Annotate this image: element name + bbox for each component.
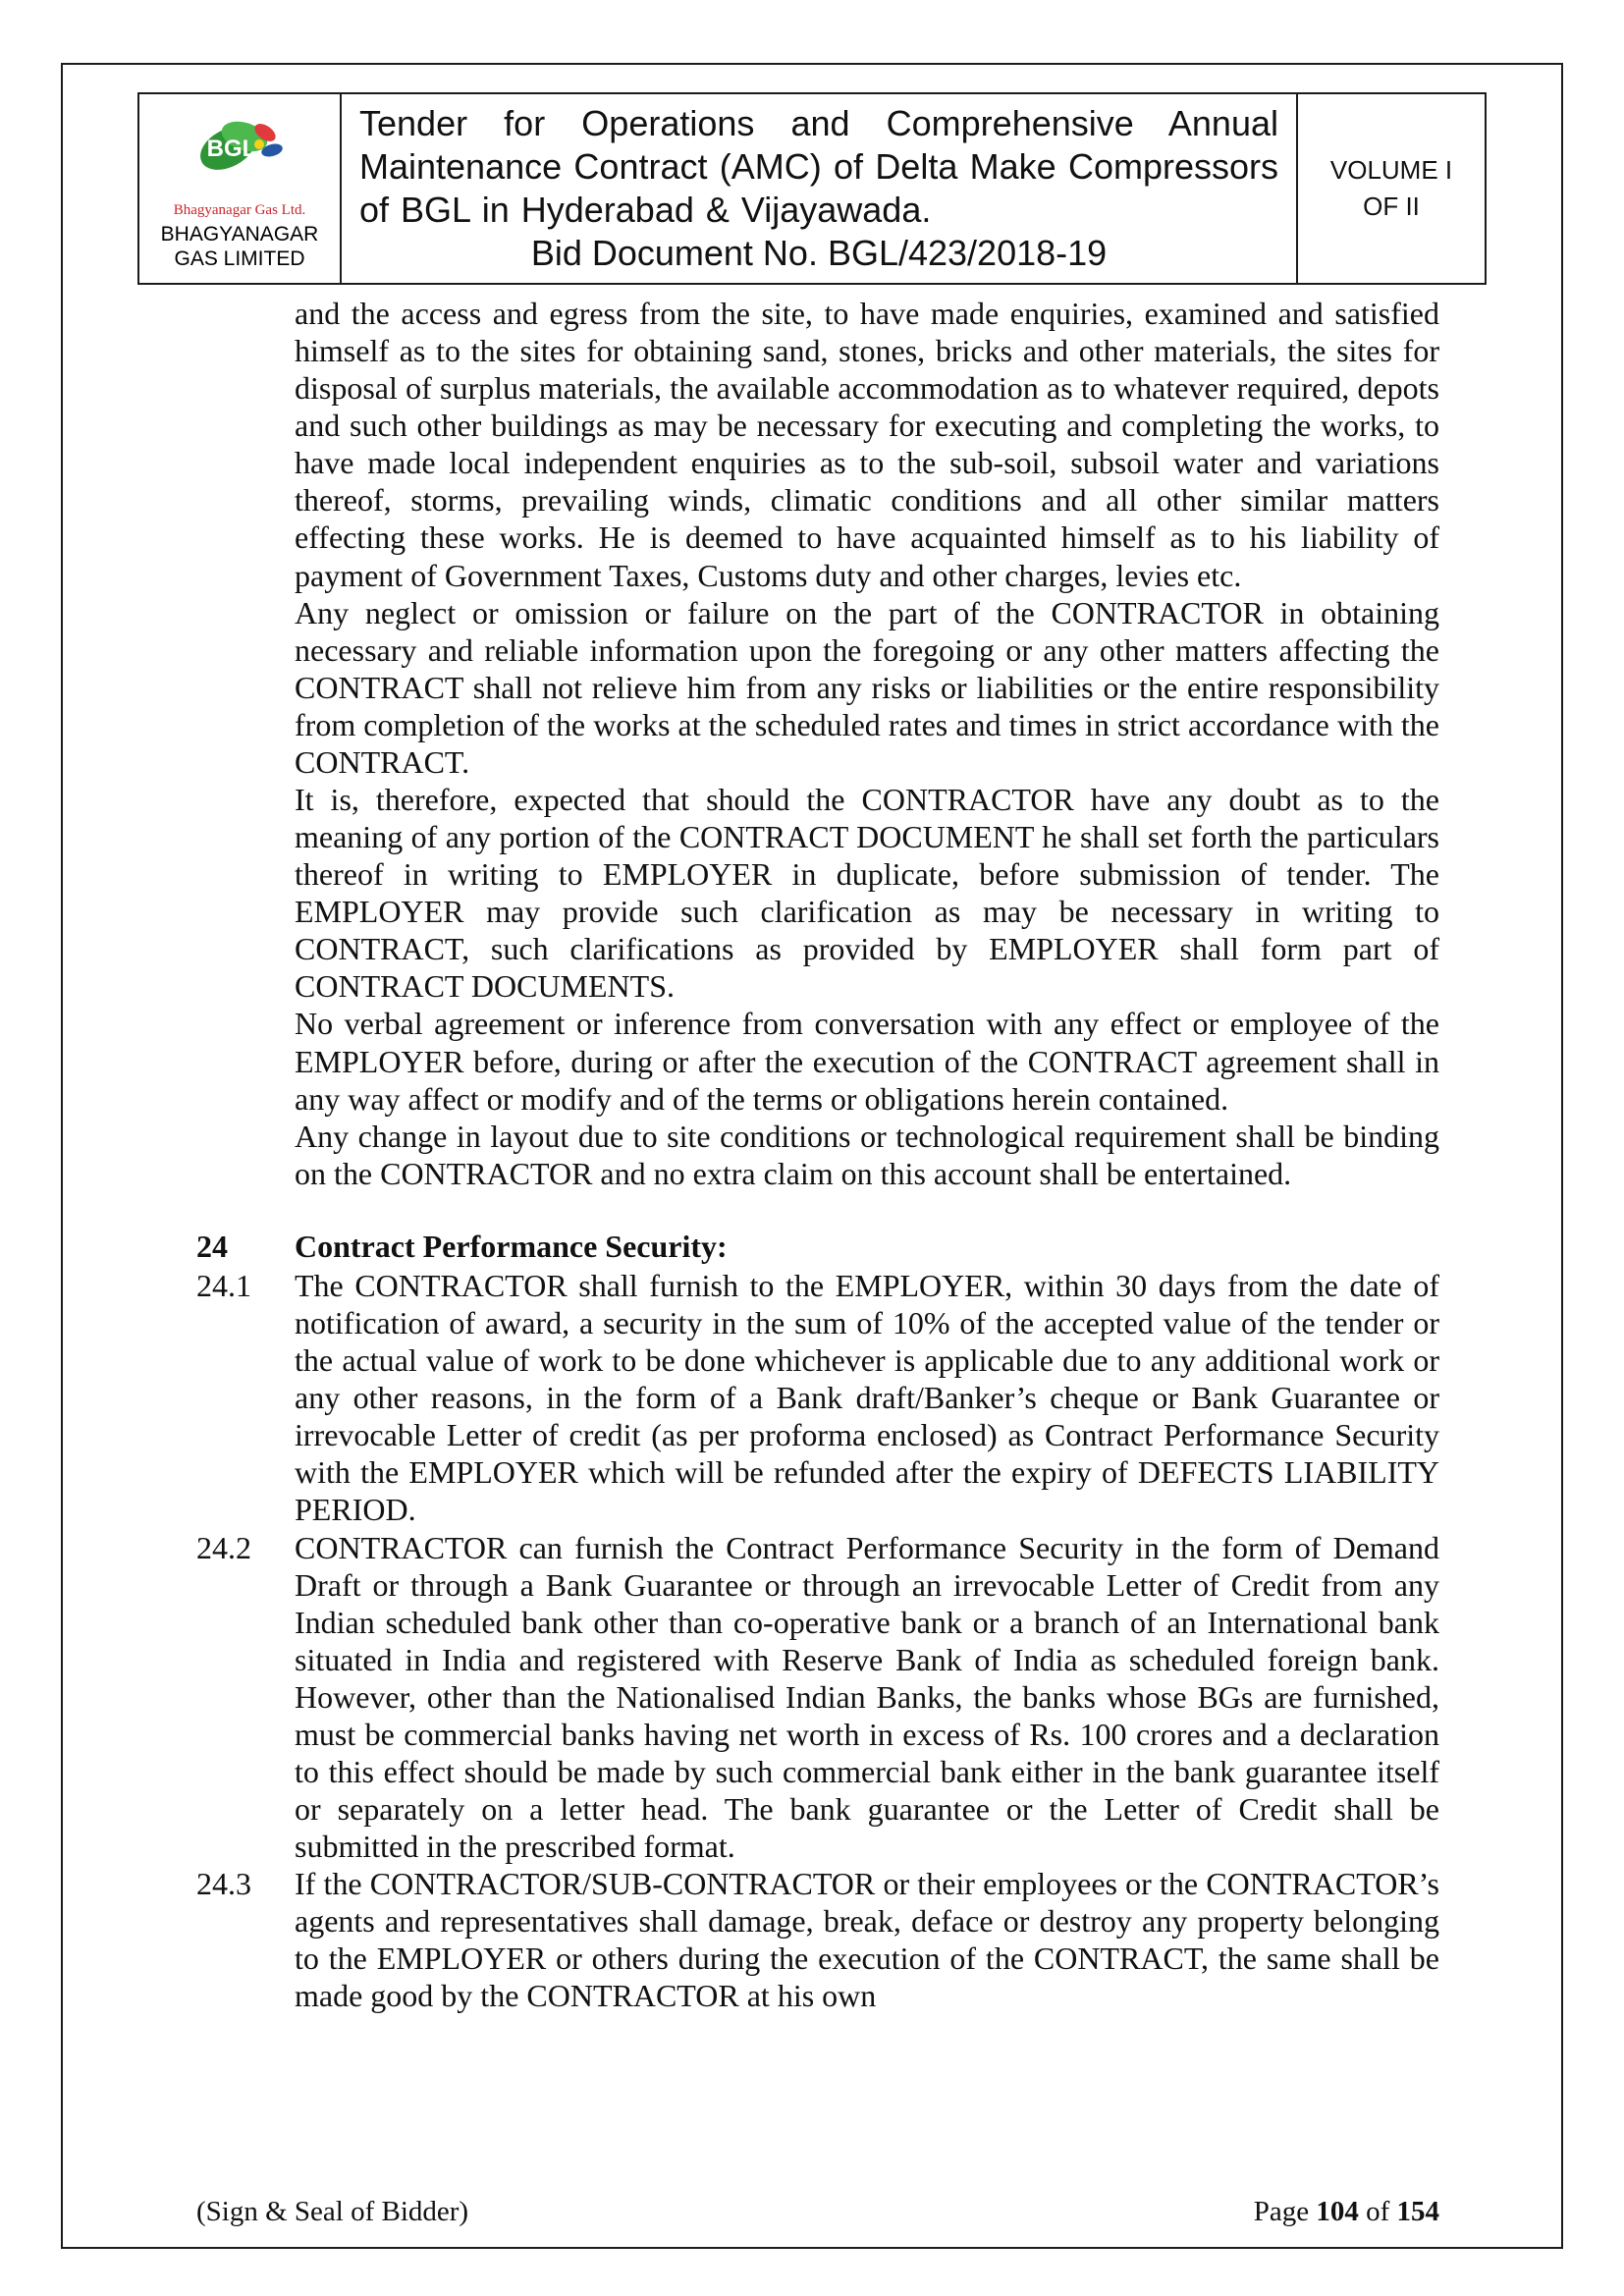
clause-text: CONTRACTOR can furnish the Contract Performance Security in the form of Demand Draft or through a Bank Guarantee or through an irrevocable Letter of Credit from any Indian scheduled bank other than co-operative bank or a branch of an International bank situated in India and registered with Reserve Bank of India as scheduled foreign bank. However, other than the Nationalised Indian Banks, the banks whose BGs are furnished, must be commercial banks having net worth in excess of Rs. 100 crores and a declaration to this effect should be made by such commercial bank either in the bank guarantee itself or separately on a letter head. The bank guarantee or the Letter of Credit shall be submitted in the prescribed format. (295, 1529, 1439, 1865)
body-content (196, 295, 1439, 2015)
paragraph-neglect-omission: Any neglect or omission or failure on the part of the CONTRACTOR in obtaining necessary and reliable information upon the foregoing or any other matters affecting the CONTRACT shall not relieve him from any risks or liabilities or the entire responsibility from completion of the works at the scheduled rates and times in strict accordance with the CONTRACT. (295, 594, 1439, 780)
sign-seal-note: (Sign & Seal of Bidder) (196, 2196, 469, 2227)
logo-bgl-text: BGL (206, 136, 257, 163)
volume-line1: VOLUME I (1329, 155, 1453, 186)
clause-text: If the CONTRACTOR/SUB-CONTRACTOR or their employees or the CONTRACTOR’s agents and representatives shall damage, break, deface or destroy any property belonging to the EMPLOYER or others during the execution of the CONTRACT, the same shall be made good by the CONTRACTOR at his own (295, 1866, 1439, 2014)
clause-row-24-3 (196, 1865, 1439, 2014)
org-name: BHAGYANAGAR GAS LIMITED (160, 222, 319, 270)
bgl-logo-icon (190, 107, 289, 195)
clause-row-24-2 (196, 1529, 1439, 1866)
of-word: of (1366, 2196, 1390, 2227)
header-table (137, 92, 1487, 285)
clause-number: 24.3 (196, 1866, 251, 1902)
clause-number: 24.1 (196, 1267, 251, 1303)
page-total: 154 (1396, 2196, 1439, 2227)
volume-label (1297, 93, 1486, 284)
page-footer (196, 2196, 1439, 2228)
logo-tagline: Bhagyanagar Gas Ltd. (173, 202, 306, 219)
title-cell (341, 93, 1297, 284)
document-title: Tender for Operations and Comprehensive Annual Maintenance Contract (AMC) of Delta Make Compressors of BGL in Hyderabad & Vijayawada. (359, 103, 1278, 230)
section-heading-row (196, 1228, 1439, 1265)
page-number (1254, 2196, 1439, 2228)
bid-document-number: Bid Document No. BGL/423/2018-19 (530, 232, 1108, 273)
clause-number: 24.2 (196, 1529, 251, 1565)
paragraph-no-verbal-agreement: No verbal agreement or inference from conversation with any effect or employee of the EMPLOYER before, during or after the execution of the CONTRACT agreement shall in any way affect or modify and of the terms or obligations herein contained. (295, 1006, 1439, 1117)
logo-cell (138, 93, 341, 284)
page-word: Page (1253, 2196, 1310, 2227)
clause-row-24-1 (196, 1267, 1439, 1529)
paragraph-site-enquiries: and the access and egress from the site, to have made enquiries, examined and satisfied himself as to the sites for obtaining sand, stones, bricks and other materials, the sites for disposal of surplus materials, the available accommodation as to whatever required, depots and such other buildings as may be necessary for executing and completing the works, to have made local independent enquiries as to the sub-soil, subsoil water and variations thereof, storms, prevailing winds, climatic conditions and all other similar matters effecting these works. He is deemed to have acquainted himself as to his liability of payment of Government Taxes, Customs duty and other charges, levies etc. (295, 296, 1439, 593)
section-number: 24 (196, 1228, 228, 1264)
paragraph-layout-change: Any change in layout due to site conditions or technological requirement shall be binding on the CONTRACTOR and no extra claim on this account shall be entertained. (295, 1118, 1439, 1191)
volume-line2: OF II (1363, 191, 1420, 221)
section-heading: Contract Performance Security: (295, 1228, 728, 1264)
paragraph-doubt-clarification: It is, therefore, expected that should the CONTRACTOR have any doubt as to the meaning of any portion of the CONTRACT DOCUMENT he shall set forth the particulars thereof in writing to EMPLOYER in duplicate, before submission of tender. The EMPLOYER may provide such clarification as may be necessary in writing to CONTRACT, such clarifications as provided by EMPLOYER shall form part of CONTRACT DOCUMENTS. (295, 782, 1439, 1005)
page-current: 104 (1316, 2196, 1359, 2227)
clause-text: The CONTRACTOR shall furnish to the EMPLOYER, within 30 days from the date of notification of award, a security in the sum of 10% of the accepted value of the tender or the actual value of work to be done whichever is applicable due to any additional work or any other reasons, in the form of a Bank draft/Banker’s cheque or Bank Guarantee or irrevocable Letter of credit (as per proforma enclosed) as Contract Performance Security with the EMPLOYER which will be refunded after the expiry of DEFECTS LIABILITY PERIOD. (295, 1267, 1439, 1528)
